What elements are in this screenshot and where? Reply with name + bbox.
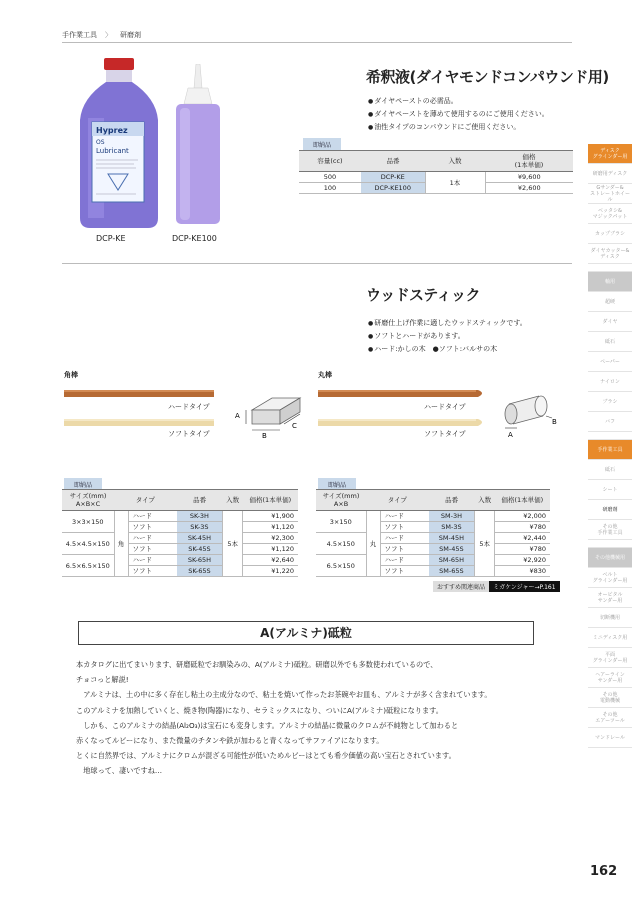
- price-cell: ¥2,600: [485, 183, 573, 194]
- table-row: [62, 533, 298, 544]
- header-code: 品番: [429, 490, 475, 511]
- dcp-ke-label: DCP-KE: [96, 234, 126, 243]
- square-hard-type-label: ハードタイプ: [168, 403, 210, 411]
- header-price: 価格 (1本単価): [485, 151, 573, 172]
- dcp-ke100-bottle-image: [172, 64, 224, 226]
- shape-cell: 丸: [366, 511, 380, 577]
- type-cell: ハード: [380, 555, 429, 566]
- price-cell: ¥1,220: [243, 566, 298, 577]
- price-cell: ¥2,440: [495, 533, 550, 544]
- diamond-bullet-2: ● ダイヤペーストを薄めて使用するのにご使用ください。: [368, 108, 549, 121]
- diamond-in-stock-tag: 即納品: [303, 138, 341, 151]
- volume-cell: 500: [299, 172, 361, 183]
- section-divider: [62, 263, 572, 264]
- side-index-item[interactable]: ダイヤカッター& ディスク: [588, 244, 632, 264]
- related-products-label: おすすめ関連商品: [433, 581, 489, 592]
- table-row: [62, 555, 298, 566]
- side-index-item[interactable]: 手作業工具: [588, 440, 632, 460]
- alumina-paragraph-5: しかも、このアルミナの結晶(Al₂O₃)は宝石にも変身します。アルミナの結晶に微量のクロムが不純物として加わると: [76, 720, 459, 730]
- side-index-item[interactable]: シート: [588, 480, 632, 500]
- price-cell: ¥2,300: [243, 533, 298, 544]
- side-index-item[interactable]: ナイロン: [588, 372, 632, 392]
- side-index-spacer: [588, 540, 632, 548]
- size-cell: 4.5×4.5×150: [62, 533, 114, 555]
- diamond-thinner-title: 希釈液(ダイヤモンドコンパウンド用): [366, 68, 609, 86]
- qty-cell: 1本: [425, 172, 485, 194]
- side-index-item[interactable]: 砥石: [588, 460, 632, 480]
- side-index-item[interactable]: ブラシ: [588, 392, 632, 412]
- price-cell: ¥1,900: [243, 511, 298, 522]
- price-cell: ¥9,600: [485, 172, 573, 183]
- side-index-item[interactable]: その他機械用: [588, 548, 632, 568]
- top-divider: [62, 42, 572, 43]
- round-soft-type-label: ソフトタイプ: [424, 430, 466, 438]
- header-type: タイプ: [366, 490, 429, 511]
- side-index-item[interactable]: 切断機用: [588, 608, 632, 628]
- wood-bullet-3: ● ハード:かしの木 ●ソフト:バルサの木: [368, 343, 527, 356]
- header-qty: 入数: [425, 151, 485, 172]
- header-code: 品番: [177, 490, 223, 511]
- square-stick-dimension-diagram: [234, 388, 304, 440]
- price-cell: ¥780: [495, 544, 550, 555]
- dimension-c-label: C: [292, 422, 297, 430]
- code-cell: DCP-KE100: [361, 183, 425, 194]
- wood-round-in-stock-tag: 即納品: [318, 478, 356, 491]
- alumina-paragraph-8: 地球って、凄いですね…: [76, 766, 163, 776]
- side-index-item[interactable]: ヘアーライン サンダー用: [588, 668, 632, 688]
- side-index-spacer: [588, 432, 632, 440]
- alumina-paragraph-6: 赤くなってルビーになり、また微量のチタンや鉄が加わると青くなってサファイアになります。: [76, 736, 384, 746]
- side-index-item[interactable]: 超硬: [588, 292, 632, 312]
- round-dimension-b-label: B: [552, 418, 557, 426]
- dimension-a-label: A: [235, 412, 240, 420]
- alumina-body: [76, 657, 546, 779]
- side-index-item[interactable]: 軸用: [588, 272, 632, 292]
- price-cell: ¥1,120: [243, 522, 298, 533]
- breadcrumb-item-abrasive[interactable]: 研磨剤: [120, 31, 141, 39]
- type-cell: ハード: [380, 533, 429, 544]
- diamond-spec-table: [299, 150, 573, 194]
- type-cell: ハード: [128, 511, 177, 522]
- table-row: [316, 533, 550, 544]
- table-row: [316, 555, 550, 566]
- header-qty: 入数: [223, 490, 243, 511]
- code-cell: SK-3H: [177, 511, 223, 522]
- side-index-item[interactable]: ペーパー: [588, 352, 632, 372]
- volume-cell: 100: [299, 183, 361, 194]
- bottle-brand-text: Hyprez: [96, 126, 128, 135]
- size-cell: 6.5×150: [316, 555, 366, 577]
- code-cell: SM-3S: [429, 522, 475, 533]
- code-cell: SK-45H: [177, 533, 223, 544]
- wood-bullet-2: ● ソフトとハードがあります。: [368, 330, 527, 343]
- price-cell: ¥1,120: [243, 544, 298, 555]
- code-cell: SM-65S: [429, 566, 475, 577]
- header-volume: 容量(cc): [299, 151, 361, 172]
- size-cell: 3×150: [316, 511, 366, 533]
- header-price: 価格(1本単価): [495, 490, 550, 511]
- code-cell: SK-65H: [177, 555, 223, 566]
- bottle-os-text: OS: [96, 139, 105, 146]
- size-cell: 6.5×6.5×150: [62, 555, 114, 577]
- side-index-item[interactable]: マンドレール: [588, 728, 632, 748]
- side-index-item[interactable]: その他 電動機械: [588, 688, 632, 708]
- round-stick-dimension-diagram: [500, 392, 560, 438]
- round-hard-type-label: ハードタイプ: [424, 403, 466, 411]
- type-cell: ハード: [128, 533, 177, 544]
- wood-bullet-list: [368, 317, 527, 356]
- table-row: [299, 172, 573, 183]
- square-stick-table: [62, 489, 298, 577]
- side-index-item[interactable]: ベルト グラインダー用: [588, 568, 632, 588]
- wood-stick-title: ウッドスティック: [366, 286, 481, 304]
- price-cell: ¥2,920: [495, 555, 550, 566]
- side-index-item[interactable]: 研磨用ディスク: [588, 164, 632, 184]
- side-index-item[interactable]: Gサンダー& ストレートホイール: [589, 184, 630, 203]
- round-stick-image: [318, 388, 498, 428]
- bottle-lubricant-text: Lubricant: [96, 147, 129, 155]
- size-cell: 4.5×150: [316, 533, 366, 555]
- alumina-paragraph-1: 本カタログに出てまいります、研磨砥粒でお馴染みの、A(アルミナ)砥粒。研磨以外でも多数使われているので、: [76, 660, 438, 669]
- code-cell: SM-45S: [429, 544, 475, 555]
- table-row: [316, 511, 550, 522]
- side-index-item[interactable]: オービタル サンダー用: [588, 588, 632, 608]
- diamond-bullet-1: ● ダイヤペーストの必需品。: [368, 95, 549, 108]
- type-cell: ハード: [128, 555, 177, 566]
- alumina-title-box: A(アルミナ)砥粒: [78, 621, 534, 645]
- type-cell: ハード: [380, 511, 429, 522]
- related-products-page[interactable]: ミガケンジャー→P.161: [489, 581, 560, 592]
- dimension-b-label: B: [262, 432, 267, 440]
- round-stick-label: 丸棒: [318, 371, 332, 379]
- alumina-paragraph-3: アルミナは、土の中に多く存在し粘土の主成分なので、粘土を焼いて作ったお茶碗やお皿も、アルミナが多く含まれています。: [76, 690, 492, 700]
- code-cell: DCP-KE: [361, 172, 425, 183]
- alumina-paragraph-7: とくに自然界では、アルミナにクロムが混ざる可能性が低いためルビーはとても希少価値の高い宝石とされています。: [76, 751, 456, 761]
- qty-cell: 5本: [475, 511, 495, 577]
- alumina-paragraph-2: チョコっと解説!: [76, 675, 129, 685]
- breadcrumb-separator: 〉: [105, 31, 112, 39]
- type-cell: ソフト: [128, 544, 177, 555]
- shape-cell: 角: [114, 511, 128, 577]
- round-dimension-a-label: A: [508, 431, 513, 438]
- side-index-item[interactable]: その他 エアーツール: [588, 708, 632, 728]
- square-stick-label: 角棒: [64, 371, 78, 379]
- side-index-spacer: [588, 264, 632, 272]
- side-index-item[interactable]: カップブラシ: [588, 224, 632, 244]
- header-price: 価格(1本単価): [243, 490, 298, 511]
- type-cell: ソフト: [128, 566, 177, 577]
- table-row: [62, 511, 298, 522]
- side-index-item[interactable]: その他 手作業工具: [588, 520, 632, 540]
- code-cell: SK-45S: [177, 544, 223, 555]
- wood-square-in-stock-tag: 即納品: [64, 478, 102, 491]
- price-cell: ¥2,640: [243, 555, 298, 566]
- side-index-item[interactable]: ディスク グラインダー用: [588, 144, 632, 164]
- alumina-paragraph-4: このアルミナを加熱していくと、焼き物(陶器)になり、セラミックスになり、ついにA(アルミナ)砥粒になります。: [76, 705, 443, 715]
- related-products-link[interactable]: [433, 581, 560, 592]
- side-index-item[interactable]: 砥石: [588, 332, 632, 352]
- type-cell: ソフト: [128, 522, 177, 533]
- header-type: タイプ: [114, 490, 177, 511]
- side-index-item[interactable]: ベッタシ& マジックパット: [588, 204, 632, 224]
- diamond-bullet-list: [368, 95, 549, 134]
- price-cell: ¥780: [495, 522, 550, 533]
- price-cell: ¥2,000: [495, 511, 550, 522]
- page-number: 162: [590, 864, 618, 879]
- diamond-bullet-3: ● 油性タイプのコンパウンドにご使用ください。: [368, 121, 549, 134]
- breadcrumb: [62, 30, 141, 40]
- type-cell: ソフト: [380, 522, 429, 533]
- round-stick-table: [316, 489, 550, 577]
- header-size: サイズ(mm) A×B×C: [62, 490, 114, 511]
- breadcrumb-item-tools[interactable]: 手作業工具: [62, 31, 97, 39]
- square-soft-type-label: ソフトタイプ: [168, 430, 210, 438]
- side-index-item[interactable]: ダイヤ: [588, 312, 632, 332]
- header-size: サイズ(mm) A×B: [316, 490, 366, 511]
- side-index-item[interactable]: ミニディスク用: [588, 628, 632, 648]
- dcp-ke-bottle-image: [74, 58, 164, 230]
- code-cell: SK-65S: [177, 566, 223, 577]
- side-index-item[interactable]: 平面 グラインダー用: [588, 648, 632, 668]
- code-cell: SM-3H: [429, 511, 475, 522]
- header-qty: 入数: [475, 490, 495, 511]
- price-cell: ¥830: [495, 566, 550, 577]
- wood-bullet-1: ● 研磨仕上げ作業に適したウッドスティックです。: [368, 317, 527, 330]
- type-cell: ソフト: [380, 544, 429, 555]
- side-index-nav: [588, 144, 632, 748]
- code-cell: SM-65H: [429, 555, 475, 566]
- dcp-ke100-label: DCP-KE100: [172, 234, 217, 243]
- type-cell: ソフト: [380, 566, 429, 577]
- code-cell: SM-45H: [429, 533, 475, 544]
- side-index-item[interactable]: バフ: [588, 412, 632, 432]
- header-code: 品番: [361, 151, 425, 172]
- qty-cell: 5本: [223, 511, 243, 577]
- side-index-item[interactable]: 研磨剤: [588, 500, 632, 520]
- size-cell: 3×3×150: [62, 511, 114, 533]
- code-cell: SK-3S: [177, 522, 223, 533]
